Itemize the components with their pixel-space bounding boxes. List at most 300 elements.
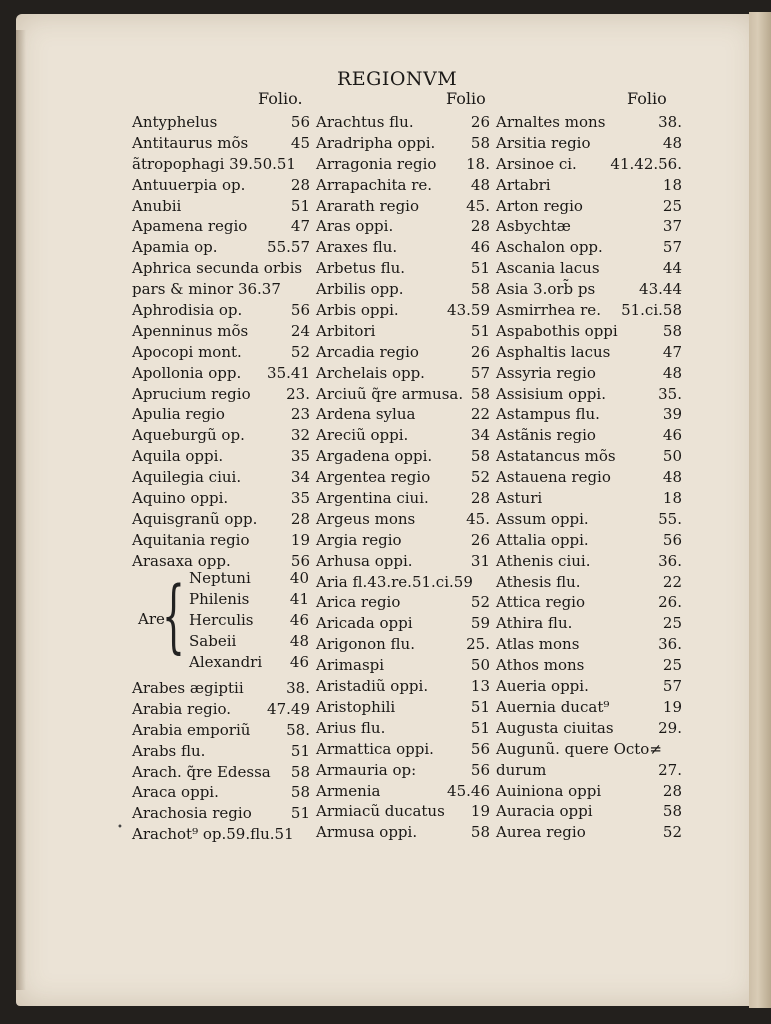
entry-folio: 58 xyxy=(662,321,682,340)
entry-name: Arsitia regio xyxy=(496,133,591,152)
entry-name: Aradripha oppi. xyxy=(316,133,436,152)
entry-name: Augunũ. quere Octo≠ xyxy=(496,739,662,758)
index-entry xyxy=(316,801,490,822)
index-entry xyxy=(316,363,490,384)
entry-folio: 51 xyxy=(290,741,310,760)
index-entry xyxy=(496,613,682,634)
entry-name: Arabes ægiptii xyxy=(132,679,244,697)
entry-folio: 28 xyxy=(470,217,490,236)
entry-folio: 19 xyxy=(470,802,490,821)
entry-name: Arachtus flu. xyxy=(316,113,414,131)
index-entry xyxy=(496,655,682,676)
index-entry xyxy=(496,363,682,384)
index-entry xyxy=(316,175,490,196)
entry-folio: 51.ci.58 xyxy=(621,301,682,320)
index-entry xyxy=(496,237,682,258)
index-entry xyxy=(496,112,682,133)
entry-name: Aquilegia ciui. xyxy=(132,468,242,487)
index-entry xyxy=(316,697,490,718)
are-item-name: Philenis xyxy=(189,590,250,608)
entry-folio: 29. xyxy=(658,718,682,737)
entry-name: Aquino oppi. xyxy=(132,489,229,508)
folio-header-3: Folio xyxy=(627,89,667,108)
entry-folio: 37 xyxy=(662,217,682,236)
entry-folio: 36. xyxy=(658,551,682,570)
index-entry xyxy=(316,676,490,697)
entry-name: Astãnis regio xyxy=(496,426,596,445)
index-entry xyxy=(496,488,682,509)
index-entry xyxy=(496,175,682,196)
entry-name: Aschalon opp. xyxy=(496,238,603,257)
entry-folio: 18 xyxy=(662,175,682,194)
entry-name: Arhusa oppi. xyxy=(316,551,413,570)
entry-folio: 58 xyxy=(290,783,310,802)
entry-folio: 35 xyxy=(290,447,310,466)
entry-folio: 47 xyxy=(290,217,310,236)
entry-folio: 46 xyxy=(662,426,682,445)
index-entry xyxy=(316,760,490,781)
entry-folio: 48 xyxy=(470,175,490,194)
entry-name: Auernia ducat⁹ xyxy=(496,697,610,716)
entry-name: Ardena sylua xyxy=(316,405,416,424)
index-entry xyxy=(316,279,490,300)
are-item xyxy=(189,568,309,589)
index-entry xyxy=(496,425,682,446)
index-column-1-tail xyxy=(132,678,310,845)
entry-folio: 47.49 xyxy=(267,699,310,718)
entry-folio: 48 xyxy=(662,468,682,487)
entry-name: Arabs flu. xyxy=(132,741,206,760)
index-entry xyxy=(496,467,682,488)
entry-folio: 26 xyxy=(470,530,490,549)
entry-folio: 28 xyxy=(290,509,310,528)
entry-name: Arbilis opp. xyxy=(316,280,404,299)
entry-name: Aristophili xyxy=(316,697,396,716)
index-entry xyxy=(132,258,310,279)
entry-name: Auracia oppi xyxy=(496,802,593,821)
index-entry xyxy=(132,782,310,803)
entry-name: Archelais opp. xyxy=(316,363,425,382)
entry-name: Apollonia opp. xyxy=(132,363,242,382)
entry-folio: 56 xyxy=(662,530,682,549)
entry-name: Arnaltes mons xyxy=(496,113,606,131)
index-entry xyxy=(496,509,682,530)
entry-name: Argadena oppi. xyxy=(316,447,433,466)
entry-name: Anubii xyxy=(132,196,182,215)
index-entry xyxy=(496,279,682,300)
entry-name: Ararath regio xyxy=(316,196,419,215)
index-entry xyxy=(496,822,682,843)
index-column-1 xyxy=(132,112,310,572)
index-entry xyxy=(496,384,682,405)
entry-name: Astampus flu. xyxy=(496,405,600,424)
entry-name: Aprucium regio xyxy=(132,384,251,403)
entry-folio: 45. xyxy=(466,196,490,215)
entry-name: Arton regio xyxy=(496,196,583,215)
entry-folio: 52 xyxy=(470,468,490,487)
entry-name: Augusta ciuitas xyxy=(496,718,614,737)
index-entry xyxy=(316,739,490,760)
entry-name: Arigonon flu. xyxy=(316,635,415,654)
are-item-folio: 40 xyxy=(289,569,309,587)
entry-name: Aquitania regio xyxy=(132,530,250,549)
index-entry xyxy=(132,154,310,175)
index-entry xyxy=(132,133,310,154)
entry-name: Arabia regio. xyxy=(132,699,232,718)
entry-name: Argentina ciui. xyxy=(316,489,429,508)
index-entry xyxy=(496,133,682,154)
index-entry xyxy=(132,425,310,446)
page-title: REGIONVM xyxy=(337,68,458,90)
entry-name: Asbychtæ xyxy=(496,217,571,236)
entry-folio: 28 xyxy=(662,781,682,800)
index-entry xyxy=(316,530,490,551)
entry-name: Arciuũ q̃re armusa. xyxy=(316,384,464,403)
are-bracket-group xyxy=(132,568,310,673)
entry-name: Assisium oppi. xyxy=(496,384,606,403)
entry-folio: 25 xyxy=(662,614,682,633)
entry-name: Argeus mons xyxy=(316,509,416,528)
entry-folio: 59 xyxy=(470,614,490,633)
index-entry xyxy=(496,634,682,655)
entry-folio: 56 xyxy=(470,760,490,779)
are-item xyxy=(189,631,309,652)
entry-name: Aphrica secunda orbis xyxy=(132,259,303,278)
entry-folio: 58. xyxy=(286,720,310,739)
index-entry xyxy=(316,404,490,425)
entry-name: Apamena regio xyxy=(132,217,248,236)
entry-folio: 58 xyxy=(290,762,310,781)
index-column-2 xyxy=(316,112,490,843)
index-entry xyxy=(316,237,490,258)
entry-folio: 27. xyxy=(658,760,682,779)
entry-folio: 46 xyxy=(470,238,490,257)
entry-folio: 58 xyxy=(470,447,490,466)
entry-folio: 36. xyxy=(658,635,682,654)
entry-name: Attalia oppi. xyxy=(496,530,589,549)
entry-name: Ascania lacus xyxy=(496,259,600,278)
entry-folio: 51 xyxy=(290,196,310,215)
entry-name: Armusa oppi. xyxy=(316,823,418,842)
entry-name: Aras oppi. xyxy=(316,217,394,236)
entry-name: Arachot⁹ op.59.flu.51 xyxy=(132,825,294,844)
entry-folio: 52 xyxy=(470,593,490,612)
entry-folio: 47 xyxy=(662,342,682,361)
index-entry xyxy=(316,718,490,739)
entry-folio: 56 xyxy=(290,551,310,570)
entry-folio: 55.57 xyxy=(267,238,310,257)
index-entry xyxy=(132,363,310,384)
entry-folio: 28 xyxy=(470,489,490,508)
entry-name: Arcadia regio xyxy=(316,342,419,361)
entry-folio: 44 xyxy=(662,259,682,278)
index-entry xyxy=(316,133,490,154)
index-entry xyxy=(496,697,682,718)
entry-name: Argentea regio xyxy=(316,468,431,487)
entry-name: Auiniona oppi xyxy=(496,781,602,800)
folio-header-2: Folio xyxy=(446,89,486,108)
index-entry xyxy=(132,509,310,530)
entry-name: Athira flu. xyxy=(496,614,573,633)
index-entry xyxy=(132,196,310,217)
index-entry xyxy=(316,551,490,572)
entry-folio: 43.59 xyxy=(447,301,490,320)
entry-name: Assum oppi. xyxy=(496,509,589,528)
index-entry xyxy=(132,404,310,425)
entry-name: Asphaltis lacus xyxy=(496,342,611,361)
entry-folio: 34 xyxy=(290,468,310,487)
entry-folio: 48 xyxy=(662,363,682,382)
entry-name: Antyphelus xyxy=(132,113,218,131)
index-entry xyxy=(496,321,682,342)
entry-folio: 26 xyxy=(470,342,490,361)
entry-name: Araca oppi. xyxy=(132,783,219,802)
entry-name: Apulia regio xyxy=(132,405,225,424)
entry-folio: 58 xyxy=(470,823,490,842)
entry-folio: 41.42.56. xyxy=(610,154,682,173)
entry-folio: 24 xyxy=(290,321,310,340)
entry-name: Astauena regio xyxy=(496,468,611,487)
entry-name: Aurea regio xyxy=(496,823,586,842)
entry-folio: 56 xyxy=(290,301,310,320)
entry-folio: 51 xyxy=(470,718,490,737)
are-item-name: Herculis xyxy=(189,611,254,629)
entry-name: ãtropophagi 39.50.51 xyxy=(132,154,296,173)
are-item-folio: 41 xyxy=(289,590,309,608)
are-item-name: Sabeii xyxy=(189,632,237,650)
index-entry xyxy=(496,196,682,217)
entry-name: Aquisgranũ opp. xyxy=(132,509,258,528)
index-entry xyxy=(496,154,682,175)
entry-name: Arsinoe ci. xyxy=(496,154,577,173)
entry-name: Aueria oppi. xyxy=(496,677,589,696)
entry-folio: 51 xyxy=(470,697,490,716)
entry-folio: 19 xyxy=(290,530,310,549)
index-entry xyxy=(132,741,310,762)
are-item xyxy=(189,589,309,610)
index-entry xyxy=(496,760,682,781)
index-entry xyxy=(496,801,682,822)
entry-folio: 58 xyxy=(470,384,490,403)
entry-folio: 38. xyxy=(286,679,310,697)
entry-name: Arbitori xyxy=(316,321,376,340)
entry-folio: 13 xyxy=(470,677,490,696)
entry-name: Armattica oppi. xyxy=(316,739,434,758)
index-entry xyxy=(316,216,490,237)
are-item-folio: 46 xyxy=(289,653,309,671)
entry-folio: 51 xyxy=(290,804,310,823)
entry-folio: 35 xyxy=(290,489,310,508)
index-entry xyxy=(316,196,490,217)
index-entry xyxy=(132,279,310,300)
index-entry xyxy=(132,824,310,845)
page-gutter xyxy=(16,30,26,990)
are-item-folio: 48 xyxy=(289,632,309,650)
entry-name: Armiacũ ducatus xyxy=(316,802,445,821)
entry-folio: 55. xyxy=(658,509,682,528)
entry-folio: 52 xyxy=(290,342,310,361)
entry-folio: 50 xyxy=(662,447,682,466)
index-entry xyxy=(132,446,310,467)
entry-folio: 57 xyxy=(470,363,490,382)
index-entry xyxy=(132,300,310,321)
index-entry xyxy=(496,530,682,551)
entry-name: Arica regio xyxy=(316,593,401,612)
index-entry xyxy=(496,342,682,363)
entry-folio: 19 xyxy=(662,697,682,716)
entry-name: Asmirrhea re. xyxy=(496,301,601,320)
index-entry xyxy=(316,634,490,655)
entry-folio: 34 xyxy=(470,426,490,445)
entry-folio: 52 xyxy=(662,823,682,842)
index-entry xyxy=(132,175,310,196)
entry-name: Arragonia regio xyxy=(316,154,437,173)
are-item xyxy=(189,652,309,673)
entry-folio: 48 xyxy=(662,133,682,152)
index-entry xyxy=(316,342,490,363)
index-entry xyxy=(496,446,682,467)
index-entry xyxy=(496,676,682,697)
index-entry xyxy=(132,762,310,783)
index-entry xyxy=(316,321,490,342)
index-entry xyxy=(316,592,490,613)
entry-folio: 56 xyxy=(470,739,490,758)
entry-name: Aphrodisia op. xyxy=(132,301,243,320)
index-entry xyxy=(496,592,682,613)
are-label: Are xyxy=(138,610,165,628)
index-entry xyxy=(132,803,310,824)
index-entry xyxy=(496,572,682,593)
index-entry xyxy=(316,425,490,446)
entry-name: Apenninus mõs xyxy=(132,321,249,340)
entry-folio: 23 xyxy=(290,405,310,424)
entry-name: Asia 3.orb̃ ps xyxy=(496,280,596,299)
index-entry xyxy=(496,718,682,739)
index-entry xyxy=(132,342,310,363)
folio-header-1: Folio. xyxy=(258,89,303,108)
entry-folio: 58 xyxy=(470,133,490,152)
entry-folio: 18 xyxy=(662,489,682,508)
entry-folio: 38. xyxy=(658,113,682,131)
entry-name: Athos mons xyxy=(496,656,585,675)
index-entry xyxy=(132,467,310,488)
entry-folio: 26. xyxy=(658,593,682,612)
index-entry xyxy=(132,216,310,237)
entry-folio: 22 xyxy=(470,405,490,424)
index-entry xyxy=(132,384,310,405)
entry-folio: 26 xyxy=(470,113,490,131)
entry-folio: 50 xyxy=(470,656,490,675)
index-entry xyxy=(132,530,310,551)
index-entry xyxy=(132,699,310,720)
entry-folio: 18. xyxy=(466,154,490,173)
index-entry xyxy=(132,321,310,342)
ink-speck: • xyxy=(117,822,123,833)
index-entry xyxy=(496,216,682,237)
entry-name: durum xyxy=(496,760,547,779)
index-entry xyxy=(496,781,682,802)
entry-folio: 31 xyxy=(470,551,490,570)
entry-name: Argia regio xyxy=(316,530,402,549)
entry-folio: 57 xyxy=(662,677,682,696)
entry-folio: 45. xyxy=(466,509,490,528)
index-entry xyxy=(132,488,310,509)
entry-name: Armauria op: xyxy=(316,760,417,779)
index-entry xyxy=(316,258,490,279)
index-entry xyxy=(316,488,490,509)
entry-name: Attica regio xyxy=(496,593,586,612)
index-entry xyxy=(496,300,682,321)
entry-name: Apamia op. xyxy=(132,238,218,257)
entry-name: Arabia emporiũ xyxy=(132,720,251,739)
index-entry xyxy=(316,467,490,488)
entry-folio: 51 xyxy=(470,259,490,278)
entry-name: Arach. q̃re Edessa xyxy=(132,762,271,781)
index-entry xyxy=(316,384,490,405)
entry-folio: 43.44 xyxy=(639,280,682,299)
entry-folio: 25 xyxy=(662,656,682,675)
entry-name: Armenia xyxy=(316,781,381,800)
index-entry xyxy=(316,112,490,133)
index-entry xyxy=(316,300,490,321)
index-entry xyxy=(316,822,490,843)
entry-folio: 25. xyxy=(466,635,490,654)
entry-name: pars & minor 36.37 xyxy=(132,280,281,299)
index-entry xyxy=(132,112,310,133)
entry-folio: 39 xyxy=(662,405,682,424)
entry-name: Athenis ciui. xyxy=(496,551,591,570)
entry-name: Astatancus mõs xyxy=(496,447,616,466)
entry-folio: 57 xyxy=(662,238,682,257)
are-item xyxy=(189,610,309,631)
entry-name: Arasaxa opp. xyxy=(132,551,231,570)
index-entry xyxy=(496,404,682,425)
page-edge xyxy=(749,12,771,1008)
index-entry xyxy=(316,509,490,530)
index-entry xyxy=(316,781,490,802)
entry-name: Aristadiũ oppi. xyxy=(316,677,429,696)
entry-name: Assyria regio xyxy=(496,363,596,382)
entry-folio: 28 xyxy=(290,175,310,194)
brace-symbol: { xyxy=(162,569,185,662)
entry-name: Arbetus flu. xyxy=(316,259,406,278)
entry-folio: 32 xyxy=(290,426,310,445)
entry-name: Arimaspi xyxy=(316,656,385,675)
entry-name: Apocopi mont. xyxy=(132,342,242,361)
entry-name: Arachosia regio xyxy=(132,804,252,823)
index-entry xyxy=(132,678,310,699)
entry-name: Aria fl.43.re.51.ci.59 xyxy=(316,572,473,591)
entry-folio: 45.46 xyxy=(447,781,490,800)
entry-folio: 58 xyxy=(662,802,682,821)
entry-name: Aquila oppi. xyxy=(132,447,224,466)
index-entry xyxy=(132,720,310,741)
entry-name: Antitaurus mõs xyxy=(132,133,249,152)
entry-name: Areciũ oppi. xyxy=(316,426,409,445)
entry-folio: 51 xyxy=(470,321,490,340)
entry-folio: 56 xyxy=(290,113,310,131)
index-entry xyxy=(316,154,490,175)
entry-folio: 23. xyxy=(286,384,310,403)
entry-name: Athesis flu. xyxy=(496,572,581,591)
entry-folio: 45 xyxy=(290,133,310,152)
are-item-name: Alexandri xyxy=(189,653,263,671)
entry-folio: 22 xyxy=(662,572,682,591)
index-entry xyxy=(496,258,682,279)
entry-name: Aqueburgũ op. xyxy=(132,426,245,445)
entry-name: Araxes flu. xyxy=(316,238,398,257)
index-entry xyxy=(316,572,490,593)
